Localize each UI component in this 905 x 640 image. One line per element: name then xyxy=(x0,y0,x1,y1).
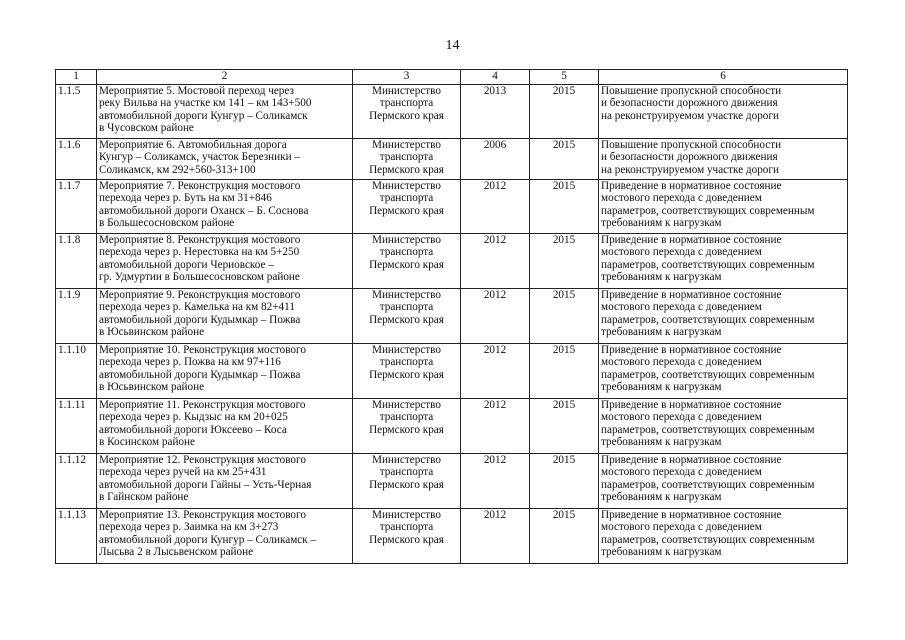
expected-result-text: Приведение в нормативное состояние мостового перехода с доведением параметров, соответствующих современным требованиям к нагрузкам xyxy=(601,234,815,284)
start-year: 2006 xyxy=(461,139,530,180)
expected-result xyxy=(599,454,848,509)
end-year: 2015 xyxy=(530,399,599,454)
start-year: 2012 xyxy=(461,234,530,289)
measure-name xyxy=(97,344,353,399)
header-col-6: 6 xyxy=(599,70,848,85)
expected-result xyxy=(599,344,848,399)
expected-result-text: Приведение в нормативное состояние мостового перехода с доведением параметров, соответствующих современным требованиям к нагрузкам xyxy=(601,289,815,339)
measure-name-text: Мероприятие 8. Реконструкция мостового перехода через р. Нерестовка на км 5+250 автомобильной дороги Чериовское – гр. Удмуртии в Большесосновском районе xyxy=(99,234,301,284)
end-year: 2015 xyxy=(530,85,599,139)
row-number: 1.1.11 xyxy=(56,399,97,454)
expected-result-text: Повышение пропускной способности и безопасности дорожного движения на реконструируемом участке дороги xyxy=(601,85,782,122)
measure-name-text: Мероприятие 6. Автомобильная дорога Кунгур – Соликамск, участок Березники – Соликамск, км 292+560-313+100 xyxy=(99,139,300,176)
header-col-5: 5 xyxy=(530,70,599,85)
row-number: 1.1.12 xyxy=(56,454,97,509)
responsible-text: Министерство транспорта Пермского края xyxy=(369,344,444,381)
measure-name-text: Мероприятие 7. Реконструкция мостового перехода через р. Буть на км 31+846 автомобильной дороги Оханск – Б. Соснова в Большесосновском районе xyxy=(99,180,309,230)
expected-result-text: Повышение пропускной способности и безопасности дорожного движения на реконструируемом участке дороги xyxy=(601,139,782,176)
end-year: 2015 xyxy=(530,234,599,289)
header-col-2: 2 xyxy=(97,70,353,85)
responsible-text: Министерство транспорта Пермского края xyxy=(369,289,444,326)
start-year: 2012 xyxy=(461,344,530,399)
start-year: 2012 xyxy=(461,399,530,454)
row-number: 1.1.5 xyxy=(56,85,97,139)
start-year: 2012 xyxy=(461,509,530,564)
table-row xyxy=(56,289,848,344)
table-row xyxy=(56,180,848,234)
responsible xyxy=(353,399,461,454)
measure-name xyxy=(97,454,353,509)
end-year: 2015 xyxy=(530,180,599,234)
measures-table xyxy=(55,69,848,564)
responsible xyxy=(353,509,461,564)
header-col-1: 1 xyxy=(56,70,97,85)
end-year: 2015 xyxy=(530,454,599,509)
row-number: 1.1.9 xyxy=(56,289,97,344)
header-col-4: 4 xyxy=(461,70,530,85)
start-year: 2013 xyxy=(461,85,530,139)
measure-name xyxy=(97,180,353,234)
table-row xyxy=(56,399,848,454)
table-row xyxy=(56,139,848,180)
measure-name-text: Мероприятие 11. Реконструкция мостового перехода через р. Кыдзыс на км 20+025 автомобильной дороги Юксеево – Коса в Косинском районе xyxy=(99,399,306,449)
measure-name xyxy=(97,85,353,139)
page-number: 14 xyxy=(445,38,460,53)
expected-result-text: Приведение в нормативное состояние мостового перехода с доведением параметров, соответствующих современным требованиям к нагрузкам xyxy=(601,399,815,449)
responsible-text: Министерство транспорта Пермского края xyxy=(369,85,444,122)
start-year: 2012 xyxy=(461,289,530,344)
measure-name xyxy=(97,289,353,344)
responsible xyxy=(353,85,461,139)
measure-name-text: Мероприятие 10. Реконструкция мостового перехода через р. Пожва на км 97+116 автомобильной дороги Кудымкар – Пожва в Юсьвинском районе xyxy=(99,344,306,394)
expected-result xyxy=(599,234,848,289)
expected-result xyxy=(599,399,848,454)
end-year: 2015 xyxy=(530,509,599,564)
responsible-text: Министерство транспорта Пермского края xyxy=(369,509,444,546)
responsible-text: Министерство транспорта Пермского края xyxy=(369,454,444,491)
measure-name xyxy=(97,139,353,180)
expected-result-text: Приведение в нормативное состояние мостового перехода с доведением параметров, соответствующих современным требованиям к нагрузкам xyxy=(601,509,815,559)
expected-result xyxy=(599,180,848,234)
expected-result xyxy=(599,85,848,139)
table-row xyxy=(56,509,848,564)
measure-name-text: Мероприятие 13. Реконструкция мостового перехода через р. Заимка на км 3+273 автомобильной дороги Кунгур – Соликамск – Лысьва 2 в Лысьвенском районе xyxy=(99,509,317,559)
row-number: 1.1.7 xyxy=(56,180,97,234)
row-number: 1.1.8 xyxy=(56,234,97,289)
measure-name-text: Мероприятие 5. Мостовой переход через реку Вильва на участке км 141 – км 143+500 автомобильной дороги Кунгур – Соликамск в Чусовском районе xyxy=(99,85,312,135)
row-number: 1.1.13 xyxy=(56,509,97,564)
table-row xyxy=(56,344,848,399)
table-row xyxy=(56,454,848,509)
responsible xyxy=(353,344,461,399)
row-number: 1.1.6 xyxy=(56,139,97,180)
measure-name xyxy=(97,399,353,454)
start-year: 2012 xyxy=(461,454,530,509)
expected-result xyxy=(599,509,848,564)
start-year: 2012 xyxy=(461,180,530,234)
measure-name-text: Мероприятие 12. Реконструкция мостового перехода через ручей на км 25+431 автомобильной дороги Гайны – Усть-Черная в Гайнском районе xyxy=(99,454,312,504)
end-year: 2015 xyxy=(530,344,599,399)
measure-name-text: Мероприятие 9. Реконструкция мостового перехода через р. Камелька на км 82+411 автомобильной дороги Кудымкар – Пожва в Юсьвинском районе xyxy=(99,289,301,339)
table-row xyxy=(56,85,848,139)
expected-result xyxy=(599,139,848,180)
responsible xyxy=(353,289,461,344)
responsible-text: Министерство транспорта Пермского края xyxy=(369,139,444,176)
expected-result xyxy=(599,289,848,344)
table-header-row xyxy=(56,70,848,85)
end-year: 2015 xyxy=(530,289,599,344)
responsible xyxy=(353,234,461,289)
expected-result-text: Приведение в нормативное состояние мостового перехода с доведением параметров, соответствующих современным требованиям к нагрузкам xyxy=(601,454,815,504)
measure-name xyxy=(97,234,353,289)
expected-result-text: Приведение в нормативное состояние мостового перехода с доведением параметров, соответствующих современным требованиям к нагрузкам xyxy=(601,180,815,230)
end-year: 2015 xyxy=(530,139,599,180)
responsible-text: Министерство транспорта Пермского края xyxy=(369,234,444,271)
responsible xyxy=(353,139,461,180)
expected-result-text: Приведение в нормативное состояние мостового перехода с доведением параметров, соответствующих современным требованиям к нагрузкам xyxy=(601,344,815,394)
responsible-text: Министерство транспорта Пермского края xyxy=(369,399,444,436)
measure-name xyxy=(97,509,353,564)
row-number: 1.1.10 xyxy=(56,344,97,399)
responsible xyxy=(353,180,461,234)
responsible-text: Министерство транспорта Пермского края xyxy=(369,180,444,217)
header-col-3: 3 xyxy=(353,70,461,85)
table-row xyxy=(56,234,848,289)
responsible xyxy=(353,454,461,509)
